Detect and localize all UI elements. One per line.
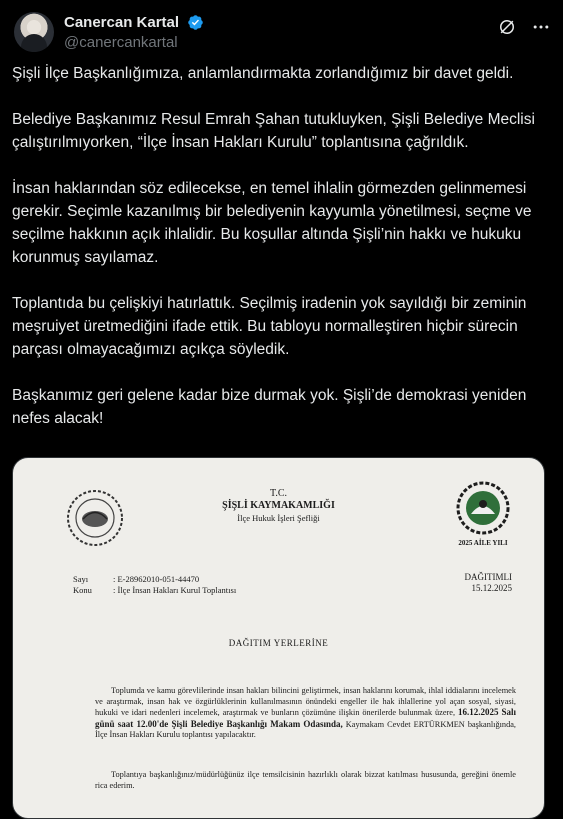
- doc-tc: T.C.: [269, 488, 288, 499]
- doc-body-2: Kaymakam Cevdet ERTÜRKMEN başkanlığında, İlçe İnsan Hakları Kurulu toplantısı yapılacaktır.: [95, 719, 516, 739]
- doc-date: 15.12.2025: [471, 583, 512, 593]
- tweet-paragraph: İnsan haklarından söz edilecekse, en temel ihlalin görmezden gelinmemesi gerekir. Seçimle kazanılmış bir belediyenin kayyumla yönetilmesi, seçme ve seçilme hakkının açık ihlalidir. Bu koşullar altında Şişli’nin hakkı ve hukuku korunmuş sayılamaz.: [12, 180, 532, 266]
- konu-value: : İlçe İnsan Hakları Kurul Toplantısı: [113, 585, 237, 595]
- more-icon[interactable]: [531, 17, 551, 37]
- tweet-paragraph: Şişli İlçe Başkanlığımıza, anlamlandırmakta zorlandığımız bir davet geldi.: [12, 65, 514, 82]
- grok-icon[interactable]: [497, 17, 517, 37]
- author-name[interactable]: Canercan Kartal: [64, 14, 180, 32]
- aile-yili-logo: [452, 480, 514, 552]
- doc-meta: [73, 574, 236, 596]
- attached-document-image[interactable]: [12, 457, 545, 819]
- doc-department: İlçe Hukuk İşleri Şefliği: [237, 513, 320, 523]
- document-content: [13, 458, 544, 818]
- tweet-header: [12, 8, 551, 58]
- distribution-label: DAĞITIMLI: [464, 572, 512, 582]
- doc-body-bold: 16.12.2025 Salı günü saat 12.00'de Şişli Belediye Başkanlığı Makam Odasında,: [95, 707, 517, 729]
- author-handle[interactable]: @canercankartal: [64, 34, 178, 51]
- tweet-text: [12, 62, 542, 453]
- verified-badge-icon: [187, 14, 204, 31]
- doc-body-paragraph: Toplantıya başkanlığınız/müdürlüğünüz ilçe temsilcisinin hazırlıklı olarak bizzat katılması hususunda, gereğini önemle rica ederim.: [95, 770, 516, 790]
- sayi-value: : E-28962010-051-44470: [113, 574, 200, 584]
- distribution-title: DAĞITIM YERLERİNE: [228, 638, 329, 648]
- tweet-paragraph: Toplantıda bu çelişkiyi hatırlattık. Seçilmiş iradenin yok sayıldığı bir zeminin meşruiyet üretmediğini ifade ettik. Bu tabloyu normalleştiren hiçbir sürecin parçası olmayacağımızı açıkça söyledik.: [12, 295, 527, 358]
- konu-label: Konu: [73, 585, 92, 595]
- tweet-paragraph: Belediye Başkanımız Resul Emrah Şahan tutukluyken, Şişli Belediye Meclisi çalıştırılmıyorken, “İlçe İnsan Hakları Kurulu” toplantısına çağrıldık.: [12, 111, 535, 151]
- aile-yili-emblem-icon: [455, 480, 511, 536]
- avatar[interactable]: [14, 12, 54, 52]
- doc-date-block: [465, 572, 513, 594]
- author-block: [64, 14, 204, 51]
- tweet-paragraph: Başkanımız geri gelene kadar bize durmak yok. Şişli’de demokrasi yeniden nefes alacak!: [12, 387, 527, 427]
- doc-office: ŞİŞLİ KAYMAKAMLIĞI: [222, 500, 335, 511]
- sayi-label: Sayı: [73, 574, 89, 584]
- doc-body-1: Toplumda ve kamu görevlilerinde insan hakları bilincini geliştirmek, insan haklarını korumak, ihlal iddialarını incelemek ve araştırmak, insan hak ve özgürlüklerinin kullanılmasının önündeki engeller ile hak ihlallerine yol açan sosyal, siyasi, hukuki ve idari nedenleri incelemek, araştırmak ve bunların çözümüne ilişkin önerilerde bulunmak üzere,: [95, 686, 516, 717]
- aile-yili-label: 2025 AİLE YILI: [458, 539, 508, 547]
- doc-body-paragraph: [95, 686, 516, 741]
